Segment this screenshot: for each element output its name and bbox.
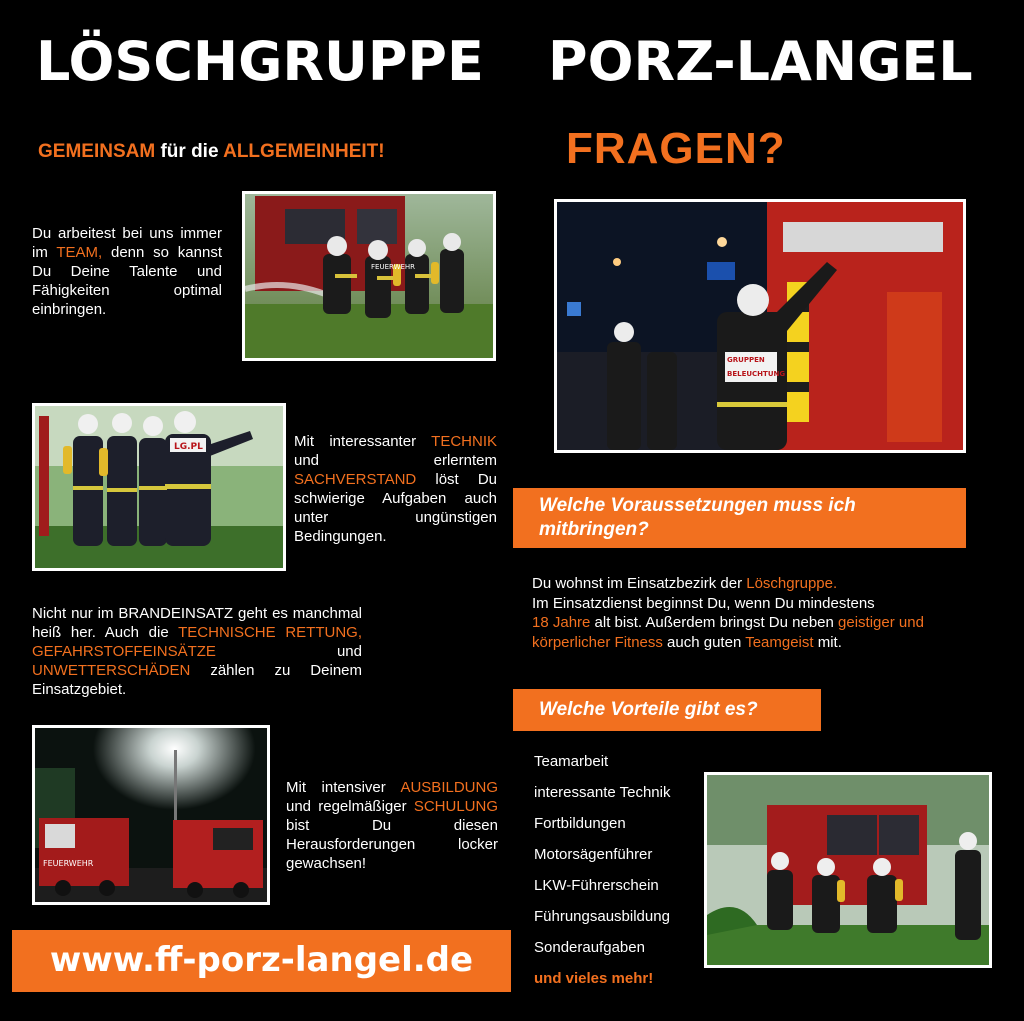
benefit-item: LKW-Führerschein [534, 877, 659, 894]
photo-beleuchtung-text: BELEUCHTUNG [727, 370, 786, 378]
sachverstand-highlight: SACHVERSTAND [294, 471, 417, 488]
tagline-fuer: für die [155, 141, 224, 162]
ausbildung-text-1: Mit intensiver [286, 779, 401, 796]
benefit-item: Motorsägenführer [534, 846, 653, 863]
technik-text [294, 432, 497, 546]
brand-text-2: und [215, 643, 362, 660]
brandeinsatz-text [32, 604, 362, 699]
photo-group-leader-art [35, 406, 283, 568]
photo-field-training [704, 772, 992, 968]
title-left: LÖSCHGRUPPE [36, 30, 484, 93]
brand-highlight-2: UNWETTERSCHÄDEN [32, 662, 191, 679]
team-text-1: Du arbeitest bei uns immer im [32, 225, 222, 261]
tagline-allgemeinheit: ALLGEMEINHEIT! [223, 141, 385, 162]
photo-hose-team-art [245, 194, 493, 358]
vor-highlight-4: Teamgeist [745, 633, 814, 651]
vor-highlight-3: geistiger und körperlicher Fitness [532, 614, 924, 651]
vor-highlight-2: 18 Jahre [532, 614, 591, 631]
benefit-item: Teamarbeit [534, 753, 609, 770]
benefit-item-more: und vieles mehr! [534, 970, 654, 987]
ausbildung-text [286, 778, 498, 873]
photo-night-trucks-art [35, 728, 267, 902]
technik-text-2: und erlerntem [294, 452, 497, 469]
photo-hose-team [242, 191, 496, 361]
photo-night-lighting-art [557, 202, 963, 450]
benefit-item: Fortbildungen [534, 815, 626, 832]
brand-text-1: Nicht nur im BRANDEINSATZ geht es manchmal heiß her. Auch die [32, 605, 362, 641]
team-text-highlight: TEAM, [56, 244, 103, 261]
vor-text-3: alt bist. Außerdem bringst Du neben [590, 614, 839, 631]
benefit-item: Führungsausbildung [534, 908, 670, 925]
website-url[interactable]: www.ff-porz-langel.de [49, 940, 474, 980]
photo-group-leader [32, 403, 286, 571]
benefits-list [534, 746, 670, 994]
photo-hose-text: FEUERWEHR [371, 263, 416, 271]
voraussetzungen-text [532, 574, 977, 652]
fragen-heading: FRAGEN? [566, 124, 786, 173]
vor-text-5: mit. [813, 633, 842, 651]
photo-night-text: FEUERWEHR [43, 859, 94, 868]
vor-text-2: Im Einsatzdienst beginnst Du, wenn Du mindestens [532, 594, 875, 612]
vor-text-4: auch guten [662, 633, 746, 651]
banner-vorteile: Welche Vorteile gibt es? [513, 689, 821, 731]
photo-gruppen-text: GRUPPEN [727, 356, 765, 364]
ausbildung-highlight: AUSBILDUNG [400, 779, 498, 796]
website-banner[interactable] [12, 930, 511, 992]
banner-voraussetzungen: Welche Voraussetzungen muss ich mitbringen? [513, 488, 966, 548]
tagline [38, 141, 385, 163]
ausbildung-text-3: bist Du diesen Herausforderungen locker gewachsen! [286, 817, 498, 872]
benefit-item: Sonderaufgaben [534, 939, 645, 956]
photo-lgpl-text: LG.PL [174, 442, 203, 452]
schulung-highlight: SCHULUNG [413, 798, 498, 815]
technik-highlight: TECHNIK [431, 433, 497, 450]
benefit-item: interessante Technik [534, 784, 671, 801]
brand-highlight-1: TECHNISCHE RETTUNG, GEFAHRSTOFFEINSÄTZE [32, 624, 362, 660]
photo-night-trucks [32, 725, 270, 905]
tagline-gemeinsam: GEMEINSAM [38, 141, 156, 162]
team-text-2: denn so kannst Du Deine Talente und Fähigkeiten optimal einbringen. [32, 244, 222, 318]
photo-night-lighting [554, 199, 966, 453]
ausbildung-text-2: und regelmäßiger [286, 798, 414, 815]
technik-text-3: löst Du schwierige Aufgaben auch unter ungünstigen Bedingungen. [294, 471, 497, 545]
vor-highlight-1: Löschgruppe. [746, 575, 838, 592]
title-right: PORZ-LANGEL [548, 30, 973, 93]
technik-text-1: Mit interessanter [294, 433, 432, 450]
photo-field-training-art [707, 775, 989, 965]
team-text [32, 224, 222, 319]
brand-text-3: zählen zu Deinem Einsatzgebiet. [32, 662, 362, 698]
vor-text-1: Du wohnst im Einsatzbezirk der [532, 575, 747, 592]
